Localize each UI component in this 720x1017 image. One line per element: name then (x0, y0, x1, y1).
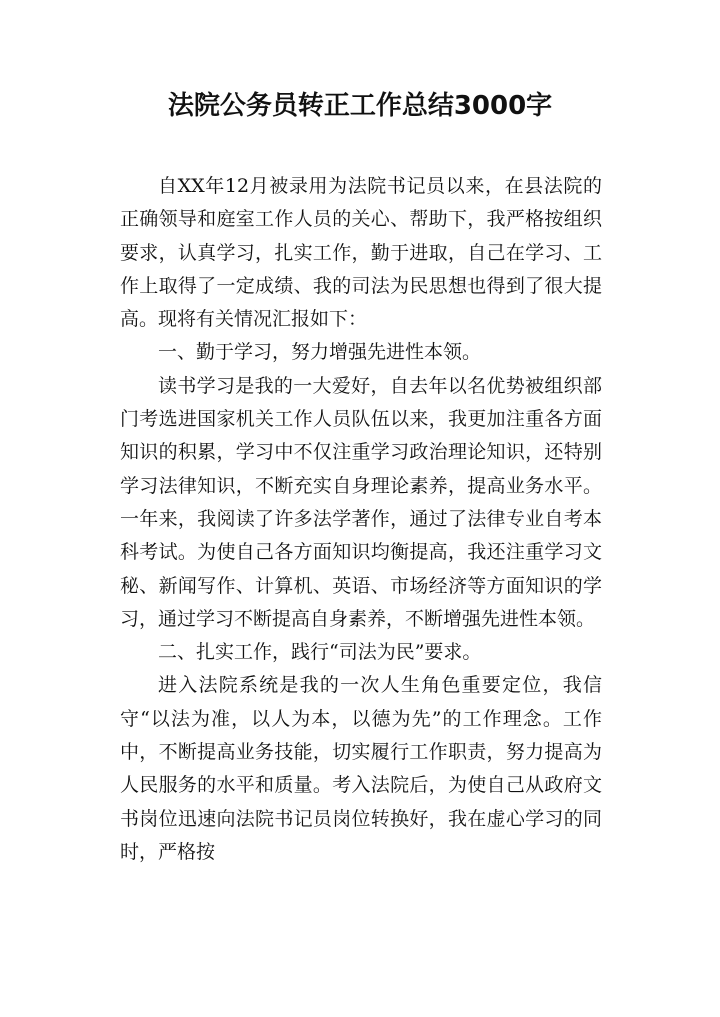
paragraph-work: 进入法院系统是我的一次人生角色重要定位，我信守“以法为准，以人为本，以德为先”的工作理念。工作中，不断提高业务技能，切实履行工作职责，努力提高为人民服务的水平和质量。考入法院后，为使自己从政府文书岗位迅速向法院书记员岗位转换好，我在虚心学习的同时，严格按 (120, 674, 602, 863)
document-title: 法院公务员转正工作总结3000字 (167, 91, 553, 121)
section-heading-2: 二、扎实工作，践行“司法为民”要求。 (158, 641, 482, 664)
paragraph-study: 读书学习是我的一大爱好，自去年以名优势被组织部门考选进国家机关工作人员队伍以来，我更加注重各方面知识的积累，学习中不仅注重学习政治理论知识，还特别学习法律知识，不断充实自身理论素养，提高业务水平。一年来，我阅读了许多法学著作，通过了法律专业自考本科考试。为使自己各方面知识均衡提高，我还注重学习文秘、新闻写作、计算机、英语、市场经济等方面知识的学习，通过学习不断提高自身素养，不断增强先进性本领。 (120, 374, 602, 630)
section-heading-1: 一、勤于学习，努力增强先进性本领。 (158, 341, 482, 364)
paragraph-intro: 自XX年12月被录用为法院书记员以来，在县法院的正确领导和庭室工作人员的关心、帮助下，我严格按组织要求，认真学习，扎实工作，勤于进取，自己在学习、工作上取得了一定成绩、我的司法为民思想也得到了很大提高。现将有关情况汇报如下： (120, 175, 602, 331)
document-body (120, 170, 602, 869)
